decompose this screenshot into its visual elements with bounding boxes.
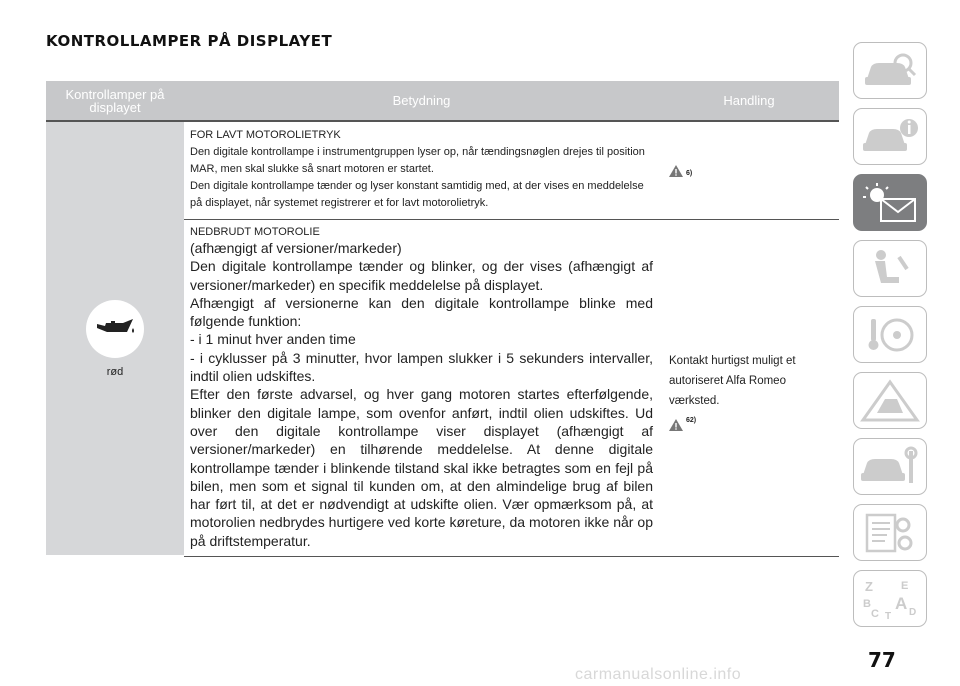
warning-triangle-icon <box>669 165 683 177</box>
car-info-icon <box>859 115 921 159</box>
warning-reference <box>669 411 839 431</box>
tab-maintenance[interactable] <box>853 438 927 495</box>
warning-light-message-icon <box>859 181 921 225</box>
svg-text:E: E <box>901 579 909 592</box>
warning-ref-number: 6) <box>686 169 693 177</box>
meaning-cell <box>184 220 659 556</box>
row-text: Afhængigt af versionerne kan den digitale kontrollampe blinke med følgende funktion: <box>190 294 653 330</box>
svg-text:Z: Z <box>865 578 873 594</box>
tab-emergency[interactable] <box>853 372 927 429</box>
action-text: Kontakt hurtigst muligt et autoriseret Alfa Romeo værksted. <box>669 355 796 407</box>
oil-can-icon <box>86 300 144 358</box>
table-header <box>46 81 839 122</box>
car-search-icon <box>859 49 921 93</box>
tab-warning-lights[interactable] <box>853 174 927 231</box>
watermark: carmanualsonline.info <box>575 666 742 683</box>
tab-index[interactable] <box>853 570 927 627</box>
row-text: - i 1 minut hver anden time <box>190 331 356 348</box>
meaning-cell <box>184 122 659 219</box>
row-text: Den digitale kontrollampe tænder og blinker, og der vises (afhængigt af versioner/markeder) en specifik meddelelse på displayet. <box>190 258 653 293</box>
tab-safety[interactable] <box>853 240 927 297</box>
indicator-table <box>46 81 839 557</box>
row-heading: FOR LAVT MOTOROLIETRYK <box>190 129 341 141</box>
action-cell <box>659 220 839 556</box>
table-row <box>184 122 839 220</box>
seat-airbag-icon <box>859 247 921 291</box>
row-heading: NEDBRUDT MOTOROLIE <box>190 226 320 238</box>
row-text: - i cyklusser på 3 minutter, hvor lampen slukker i 5 sekunders intervaller, indtil olien udskiftes. <box>190 349 653 385</box>
header-action: Handling <box>723 93 775 108</box>
car-wrench-icon <box>859 445 921 489</box>
row-text: Efter den første advarsel, og hver gang motoren startes efterfølgende, blinker den digitale lampe, som ovenfor anført, indtil olien udskiftes. Ud over den digitale kontrollampe viser displayet (afhængigt af versioner/markeder) en tilhørende meddelelse. At denne digitale kontrollampe tænder i blinkende tilstand skal ikke betragtes som en fejl på bilen, men som et signal til kunden om, at den almindelige brug af bilen har ført til, at det er nødvendigt at udskifte olien. Vær opmærksom på, at motorolien nedbrydes hurtigere ved korte køreture, da motoren ikke når op på driftstemperatur. <box>190 386 653 549</box>
page-number: 77 <box>868 648 896 672</box>
alphabet-index-icon <box>859 577 921 621</box>
warning-ref-number: 62) <box>686 417 697 424</box>
tab-starting-driving[interactable] <box>853 306 927 363</box>
svg-text:C: C <box>871 607 879 620</box>
specs-gear-icon <box>859 511 921 555</box>
svg-text:T: T <box>885 610 892 621</box>
table-row <box>184 220 839 557</box>
chapter-tabs <box>853 42 927 636</box>
road-warning-icon <box>859 379 921 423</box>
row-text: Den digitale kontrollampe i instrumentgruppen lyser op, når tændingsnøglen drejes til position MAR, men skal slukke så snart motoren er startet. <box>190 146 645 175</box>
steering-wheel-key-icon <box>859 313 921 357</box>
svg-text:A: A <box>895 593 908 613</box>
warning-triangle-icon <box>669 419 683 431</box>
header-lamp: Kontrollamper på displayet <box>65 86 165 115</box>
row-text: Den digitale kontrollampe tænder og lyser konstant samtidig med, at der vises en meddelelse på displayet, når systemet registrerer et for lavt motorolietryk. <box>190 180 644 209</box>
warning-reference <box>669 165 839 177</box>
action-cell <box>659 122 839 219</box>
svg-text:B: B <box>863 597 871 610</box>
tab-car-search[interactable] <box>853 42 927 99</box>
lamp-cell <box>46 122 184 555</box>
header-meaning: Betydning <box>392 93 451 108</box>
svg-text:D: D <box>909 606 917 618</box>
page-title: KONTROLLAMPER PÅ DISPLAYET <box>46 32 333 50</box>
row-text: (afhængigt af versioner/markeder) <box>190 240 402 256</box>
tab-car-info[interactable] <box>853 108 927 165</box>
tab-technical-data[interactable] <box>853 504 927 561</box>
lamp-color-label: rød <box>106 365 124 378</box>
